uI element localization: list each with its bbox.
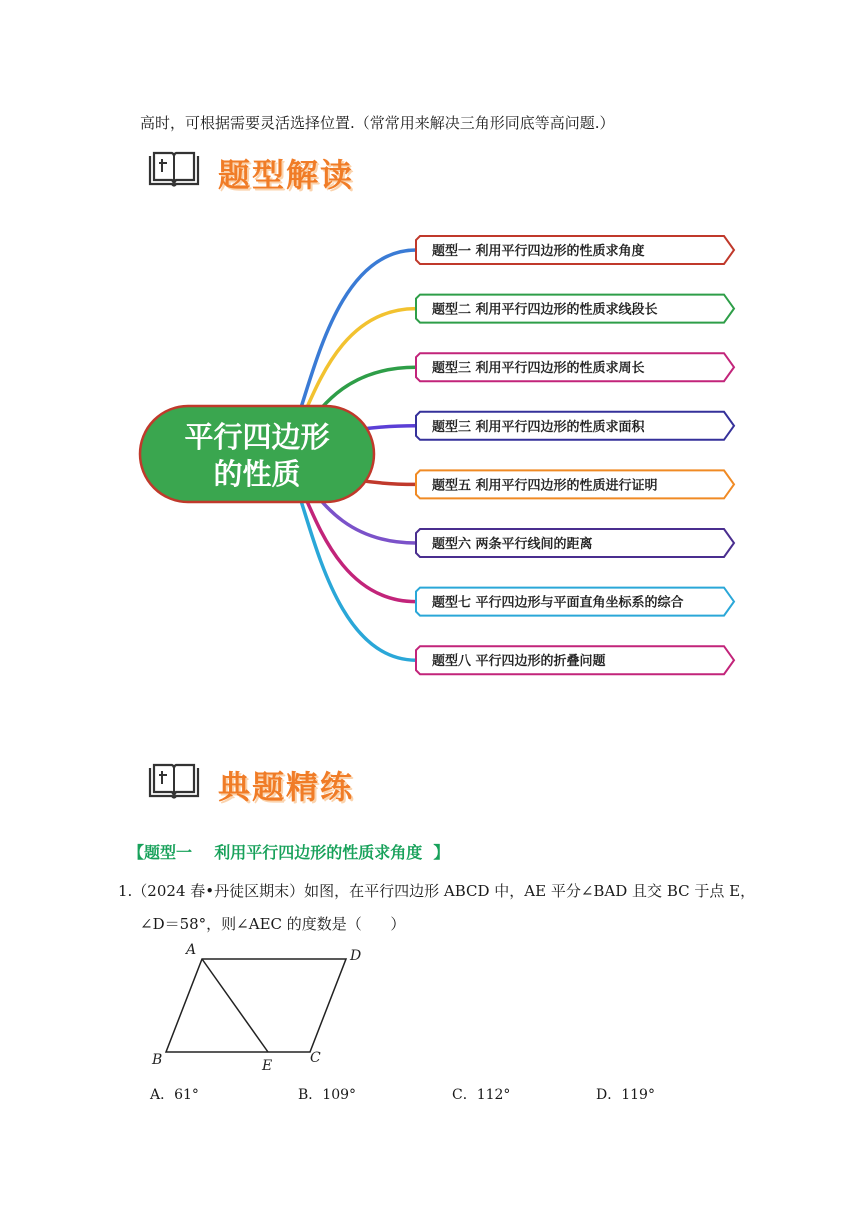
branch-label: 题型一 利用平行四边形的性质求角度 [432, 244, 645, 259]
parallelogram-figure [140, 940, 380, 1075]
open-book-icon [148, 150, 200, 190]
mindmap-branch-3[interactable] [416, 353, 734, 381]
parallelogram-abcd [166, 959, 346, 1052]
mindmap-center-node [140, 406, 374, 502]
center-title-line1: 平行四边形 [184, 420, 330, 454]
branch-label: 题型六 两条平行线间的距离 [432, 537, 593, 552]
mindmap-branch-7[interactable] [416, 588, 734, 616]
center-title-line2: 的性质 [213, 457, 301, 491]
branch-label: 题型二 利用平行四边形的性质求线段长 [432, 302, 658, 318]
section-header-reading [148, 150, 200, 194]
choice-d[interactable]: D．119° [596, 1087, 655, 1103]
choice-c[interactable]: C．112° [452, 1087, 511, 1103]
mindmap-branch-6[interactable] [416, 529, 734, 557]
label-a: A [186, 942, 197, 958]
open-book-icon [148, 762, 200, 802]
mindmap-branch-2[interactable] [416, 295, 734, 323]
mindmap-branch-8[interactable] [416, 646, 734, 674]
label-c: C [310, 1050, 321, 1066]
mindmap-branch-5[interactable] [416, 470, 734, 498]
section-title-reading: 题型解读 [218, 156, 355, 194]
intro-text: 高时，可根据需要灵活选择位置.（常常用来解决三角形同底等高问题.） [140, 114, 615, 132]
label-b: B [152, 1052, 163, 1068]
branch-label: 题型三 利用平行四边形的性质求周长 [432, 361, 645, 377]
label-d: D [350, 948, 362, 964]
mindmap-branch-4[interactable] [416, 412, 734, 440]
mindmap-diagram [0, 210, 868, 690]
choice-a[interactable]: A．61° [150, 1087, 199, 1103]
question-type-heading: 【题型一 利用平行四边形的性质求角度 】 [128, 843, 450, 862]
question-text-line2: ∠D＝58°，则∠AEC 的度数是（ ） [140, 915, 406, 933]
branch-label: 题型五 利用平行四边形的性质进行证明 [432, 478, 658, 494]
choice-b[interactable]: B．109° [298, 1087, 357, 1103]
question-text-line1: 1.（2024 春•丹徒区期末）如图，在平行四边形 ABCD 中，AE 平分∠BAD 且交 BC 于点 E， [118, 882, 756, 900]
branch-label: 题型七 平行四边形与平面直角坐标系的综合 [432, 595, 684, 611]
section-title-practice: 典题精练 [218, 768, 355, 806]
branch-label: 题型三 利用平行四边形的性质求面积 [432, 419, 645, 435]
branch-label: 题型八 平行四边形的折叠问题 [432, 654, 606, 670]
segment-ae [202, 959, 268, 1052]
section-header-practice [148, 762, 200, 806]
label-e: E [262, 1058, 273, 1074]
mindmap-branch-1[interactable] [416, 236, 734, 264]
